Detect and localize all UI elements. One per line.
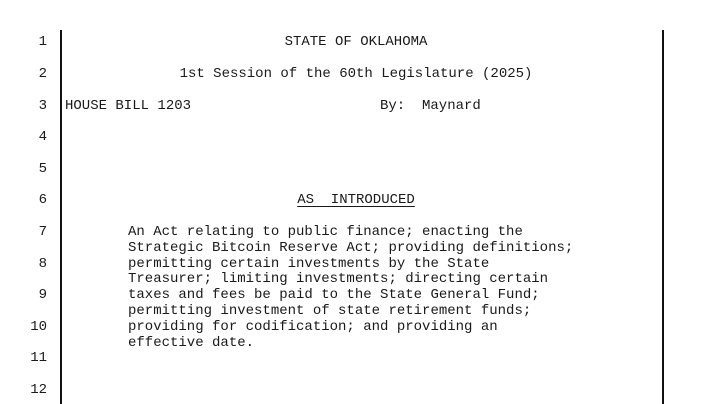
act-summary-line-6: permitting investment of state retirement funds; bbox=[128, 303, 532, 319]
line-number-8: 8 bbox=[38, 256, 47, 272]
act-summary-line-1: An Act relating to public finance; enacting the bbox=[128, 224, 523, 240]
session-line: 1st Session of the 60th Legislature (2025) bbox=[179, 66, 533, 82]
line-number-9: 9 bbox=[38, 287, 47, 303]
line-number-7: 7 bbox=[38, 224, 47, 240]
left-margin-rule bbox=[60, 30, 62, 404]
line-number-10: 10 bbox=[30, 319, 47, 335]
act-summary-line-4: Treasurer; limiting investments; directing certain bbox=[128, 271, 549, 287]
state-title: STATE OF OKLAHOMA bbox=[284, 34, 428, 50]
right-margin-rule bbox=[662, 30, 664, 404]
line-number-4: 4 bbox=[38, 129, 47, 145]
act-summary-line-7: providing for codification; and providing an bbox=[128, 319, 498, 335]
line-number-6: 6 bbox=[38, 192, 47, 208]
bill-author: By: Maynard bbox=[380, 98, 481, 114]
act-summary-line-8: effective date. bbox=[128, 335, 255, 351]
as-introduced-heading: AS INTRODUCED bbox=[297, 192, 415, 208]
act-summary-line-5: taxes and fees be paid to the State General Fund; bbox=[128, 287, 540, 303]
line-number-12: 12 bbox=[30, 382, 47, 398]
bill-number: HOUSE BILL 1203 bbox=[65, 98, 192, 114]
line-number-3: 3 bbox=[38, 98, 47, 114]
act-summary-line-3: permitting certain investments by the State bbox=[128, 256, 490, 272]
line-number-1: 1 bbox=[38, 34, 47, 50]
line-number-11: 11 bbox=[30, 350, 47, 366]
line-number-2: 2 bbox=[38, 66, 47, 82]
line-number-5: 5 bbox=[38, 161, 47, 177]
act-summary-line-2: Strategic Bitcoin Reserve Act; providing definitions; bbox=[128, 240, 574, 256]
